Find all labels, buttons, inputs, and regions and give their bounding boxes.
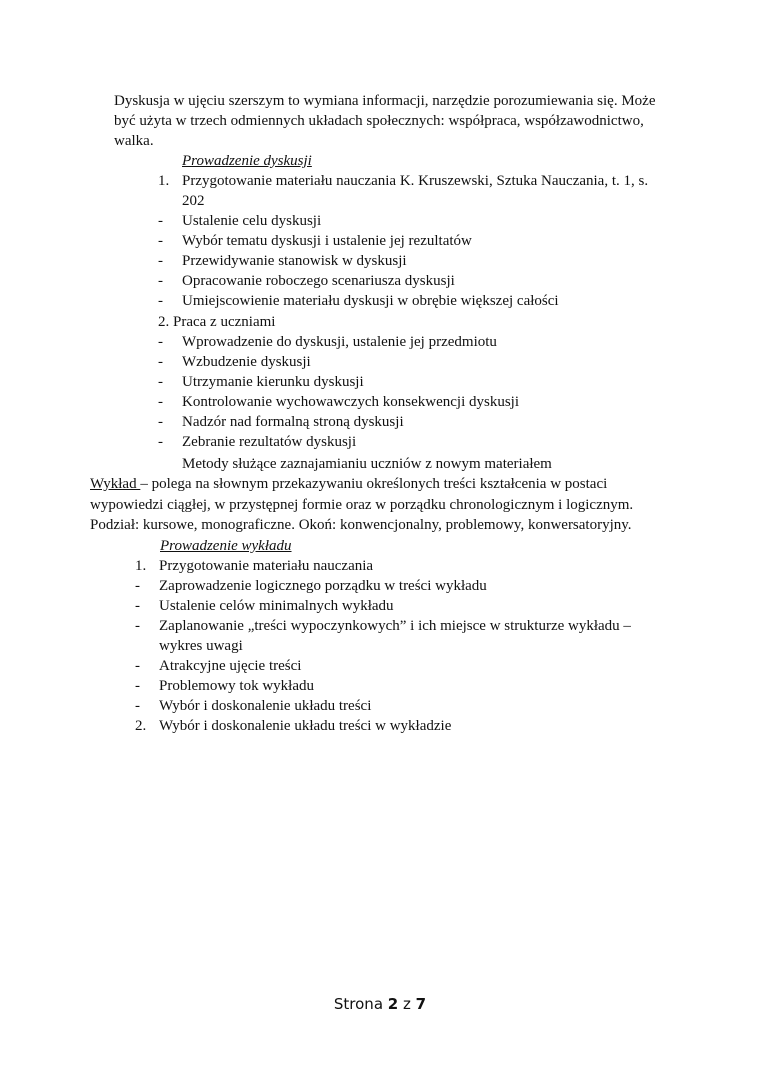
- definition-line: wypowiedzi ciągłej, w przystępnej formie oraz w porządku chronologicznym i logicznym.: [90, 497, 634, 513]
- list-text: Przygotowanie materiału nauczania: [159, 558, 374, 574]
- dash-bullet: -: [158, 273, 163, 289]
- intro-paragraph: Dyskusja w ujęciu szerszym to wymiana informacji, narzędzie porozumiewania się. Może być użyta w trzech odmiennych układach społecznych: współpraca, współzawodnictwo, walka.: [114, 93, 656, 149]
- list-text: Ustalenie celów minimalnych wykładu: [159, 598, 394, 614]
- list-text: Utrzymanie kierunku dyskusji: [182, 374, 364, 390]
- dash-bullet: -: [158, 414, 163, 430]
- dash-bullet: -: [158, 354, 163, 370]
- dash-bullet: -: [135, 598, 140, 614]
- list-text: Wybór i doskonalenie układu treści: [159, 698, 372, 714]
- dash-bullet: -: [158, 394, 163, 410]
- list-text: Nadzór nad formalną stroną dyskusji: [182, 414, 404, 430]
- dash-bullet: -: [158, 334, 163, 350]
- definition-text: – polega na słownym przekazywaniu określonych treści kształcenia w postaci: [140, 476, 608, 492]
- list-text: Opracowanie roboczego scenariusza dyskusji: [182, 273, 455, 289]
- list-text: Kontrolowanie wychowawczych konsekwencji dyskusji: [182, 394, 520, 410]
- list-text: Przygotowanie materiału nauczania K. Kruszewski, Sztuka Nauczania, t. 1, s.: [182, 173, 649, 189]
- list-number: 1.: [158, 173, 170, 189]
- list-text: Zaplanowanie „treści wypoczynkowych” i ich miejsce w strukturze wykładu –: [159, 618, 631, 634]
- list-text: Ustalenie celu dyskusji: [182, 213, 322, 229]
- methods-line: Metody służące zaznajamianiu uczniów z nowym materiałem: [182, 456, 552, 472]
- list-text: Zaprowadzenie logicznego porządku w treści wykładu: [159, 578, 487, 594]
- dash-bullet: -: [158, 293, 163, 309]
- list-text: Umiejscowienie materiału dyskusji w obrębie większej całości: [182, 293, 559, 309]
- dash-bullet: -: [158, 434, 163, 450]
- dash-bullet: -: [158, 213, 163, 229]
- dash-bullet: -: [135, 578, 140, 594]
- list-text-continuation: wykres uwagi: [159, 638, 243, 654]
- dash-bullet: -: [135, 658, 140, 674]
- dash-bullet: -: [135, 698, 140, 714]
- footer-prefix: Strona: [333, 995, 384, 1013]
- dash-bullet: -: [158, 374, 163, 390]
- section-heading-lecture: Prowadzenie wykładu: [160, 538, 292, 554]
- list-text: Problemowy tok wykładu: [159, 678, 314, 694]
- list-item: 2. Praca z uczniami: [158, 314, 276, 330]
- term-wyklad: Wykład: [90, 476, 141, 492]
- section-heading-discussion: Prowadzenie dyskusji: [182, 153, 312, 169]
- list-text: Wybór tematu dyskusji i ustalenie jej rezultatów: [182, 233, 472, 249]
- list-text: Przewidywanie stanowisk w dyskusji: [182, 253, 407, 269]
- list-text: Wybór i doskonalenie układu treści w wykładzie: [159, 718, 452, 734]
- list-text-continuation: 202: [182, 193, 205, 209]
- definition-line: [90, 474, 607, 494]
- definition-line: Podział: kursowe, monograficzne. Okoń: konwencjonalny, problemowy, konwersatoryjny.: [90, 517, 632, 533]
- list-text: Wprowadzenie do dyskusji, ustalenie jej przedmiotu: [182, 334, 497, 350]
- page-footer: [0, 994, 760, 1014]
- dash-bullet: -: [135, 618, 140, 634]
- list-text: Zebranie rezultatów dyskusji: [182, 434, 357, 450]
- footer-page-number: 2: [387, 995, 399, 1013]
- list-number: 2.: [135, 718, 147, 734]
- footer-total-pages: 7: [415, 995, 427, 1013]
- dash-bullet: -: [135, 678, 140, 694]
- dash-bullet: -: [158, 233, 163, 249]
- dash-bullet: -: [158, 253, 163, 269]
- list-text: Atrakcyjne ujęcie treści: [159, 658, 302, 674]
- footer-separator: z: [403, 995, 411, 1013]
- list-number: 1.: [135, 558, 147, 574]
- list-text: Wzbudzenie dyskusji: [182, 354, 311, 370]
